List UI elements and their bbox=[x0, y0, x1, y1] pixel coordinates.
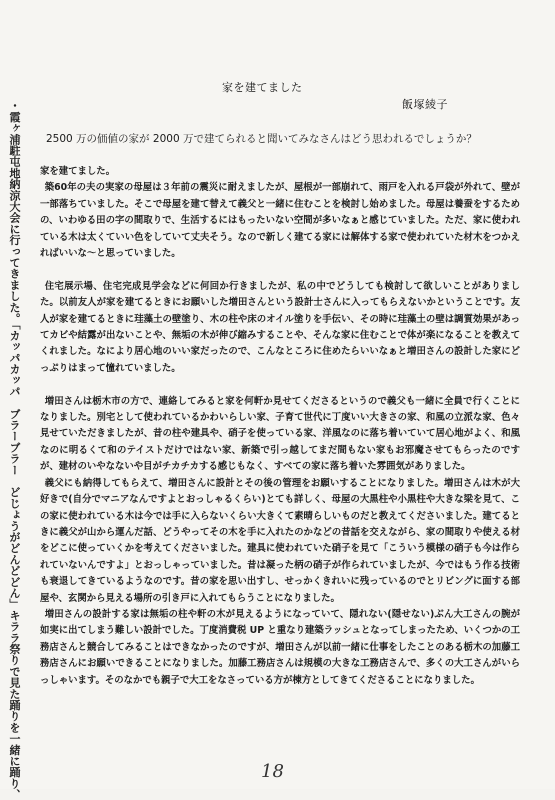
paragraph-0: 家を建てました。 bbox=[40, 166, 116, 177]
page-number: 18 bbox=[261, 761, 284, 782]
lead-question: 2500 万の価値の家が 2000 万で建てられると聞いてみなさんはどう思われるでしょうか？ bbox=[46, 133, 477, 145]
article-title: 家を建てました bbox=[222, 81, 303, 94]
article-body bbox=[40, 164, 520, 689]
paragraph-5: 増田さんの設計する家は無垢の柱や軒の木が見えるようになっていて、隠れない(隠せない)ぶん大工さんの腕が如実に出てしまう難しい設計でした。丁度消費税 UP と重なり建築ラッシュとなってしまったため、いくつかの工務店さんと競合してみることはできなかったのですが、増田さんが以前一緒に仕事をしたことのある栃木の加藤工務店さんにお願いできることになりました。加藤工務店さんは規模の大きな工務店さんで、多くの大工さんがいらっしゃいます。そのなかでも親子で大工をなさっている方が棟方としてきてくださることになりました。 bbox=[40, 608, 520, 686]
article-author: 飯塚綾子 bbox=[402, 98, 448, 111]
paragraph-2: 住宅展示場、住宅完成見学会などに何回か行きましたが、私の中でどうしても検討して欲しいことがありました。以前友人が家を建てるときにお願いした増田さんという設計士さんに入ってもらえないかということです。友人が家を建てるときに珪藻土の壁塗り、木の柱や床のオイル塗りを手伝い、その時に珪藻土の壁は調質効果があってカビや結露が出ないことや、無垢の木が伸び縮みすることや、そんな家に住むことで体が楽になることを教えてくれました。なにより居心地のいい家だったので、こんなところに住めたらいいなぁと増田さんの設計した家にどっぷりはまって憧れていました。 bbox=[40, 280, 520, 374]
paragraph-1: 築60年の夫の実家の母屋は３年前の震災に耐えましたが、屋根が一部崩れて、雨戸を入れる戸袋が外れて、壁が一部落ちていました。そこで母屋を建て替えて義父と一緒に住むことを検討し始めました。母屋は養蚕をするための、いわゆる田の字の間取りで、生活するにはもったいない空間が多いなぁと感じていました。ただ、家に使われている木は太くていい色をしていて丈夫そう。なので新しく建てる家には解体する家で使われていた材木をつかえればいいな～と思っていました。 bbox=[40, 182, 520, 260]
paragraph-3: 増田さんは栃木市の方で、連絡してみると家を何軒か見せてくださるというので義父も一緒に全員で行くことになりました。別宅として使われているかわいらしい家、子育て世代に丁度いい大きさの家、和風の立派な家、色々見せていただきましたが、昔の柱や建具や、硝子を使っている家、洋風なのに落ち着いていて居心地がよく、和風なのに明るくて和のテイストだけではない家、新築で引っ越してまだ間もない家もお邪魔させてもらったのですが、建材のいやなないや目がチカチカする感じもなく、すべての家に落ち着いた雰囲気がありました。 bbox=[40, 395, 520, 473]
side-margin-note: ・霞ヶ浦駐屯地納涼大会に行ってきました。「カッパカッパ ブラーブラー どじょうがどんどどん」キララ祭りで見た踊りを一緒に踊り、 bbox=[8, 100, 21, 800]
paragraph-4: 義父にも納得してもらえて、増田さんに設計とその後の管理をお願いすることになりました。増田さんは木が大好きで(自分でマニアなんですよとおっしゃるくらい)とても詳しく、母屋の大黒柱や小黒柱や大きな梁を見て、この家に使われている木は今では手に入らないくらい大きくて素晴らしいものだと教えてくださいました。建てるときに義父が山から運んだ話、どうやってその木を手に入れたのかなどの昔話を交えながら、家の間取りや使える材をどこに使っていくかを考えてくださいました。建具に使われていた硝子を見て「こういう模様の硝子も今は作られていないんですよ」とおっしゃっていました。昔は凝った柄の硝子が作られていましたが、今ではもう作る技術も衰退してきているようなのです。昔の家を思い出すし、せっかくきれいに残っているのでとリビングに面する部屋や、玄関から見える場所の引き戸に入れてもらうことになりました。 bbox=[40, 477, 520, 604]
